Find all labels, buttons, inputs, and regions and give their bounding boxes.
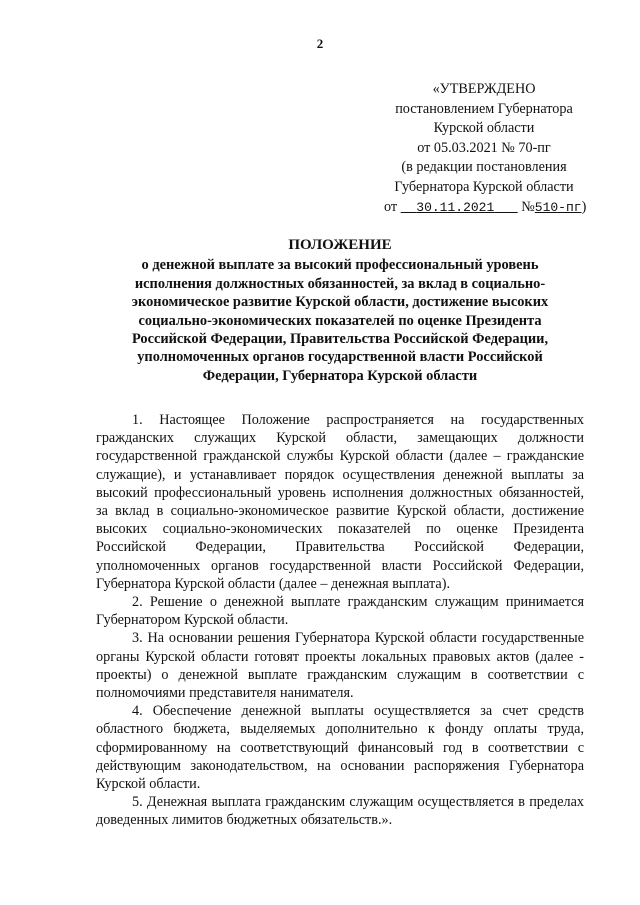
approval-line: (в редакции постановления	[401, 159, 567, 176]
document-heading: ПОЛОЖЕНИЕ	[288, 237, 392, 253]
document-body	[96, 411, 584, 830]
amendment-prefix: от	[384, 198, 398, 215]
paragraph-2: 2. Решение о денежной выплате гражданским служащим принимается Губернатором Курской области.	[96, 594, 584, 629]
subtitle-line: о денежной выплате за высокий профессиональный уровень	[141, 257, 539, 274]
amendment-suffix: )	[581, 198, 587, 215]
approval-line: постановлением Губернатора	[395, 100, 573, 117]
paragraph-1: 1. Настоящее Положение распространяется на государственных гражданских служащих Курской области, замещающих должности государственной гражданской службы Курской области (далее – гражданские служащие), и устанавливает порядок осуществления денежной выплаты за высокий профессиональный уровень исполнения должностных обязанностей, за вклад в социально-экономическое развитие Курской области, достижение высоких социально-экономических показателей по оценке Президента Российской Федерации, Правительства Российской Федерации, уполномоченных органов государственной власти Российской Федерации, Губернатора Курской области (далее – денежная выплата).	[96, 412, 584, 592]
subtitle-line: социально-экономических показателей по оценке Президента	[138, 312, 542, 329]
document-title-block	[96, 236, 584, 385]
amendment-number-sign: №	[521, 198, 535, 215]
approval-line: «УТВЕРЖДЕНО	[432, 81, 536, 97]
approval-stamp	[384, 80, 587, 217]
paragraph-3: 3. На основании решения Губернатора Курской области государственные органы Курской области готовят проекты локальных правовых актов (далее - проекты) о денежной выплате гражданским служащим в соответствии с полномочиями представителя нанимателя.	[96, 630, 584, 702]
page-number: 2	[316, 36, 324, 51]
amendment-line	[384, 198, 587, 218]
paragraph-4: 4. Обеспечение денежной выплаты осуществляется за счет средств областного бюджета, выделяемых дополнительно к фонду оплаты труда, сформированному на соответствующий финансовый год в соответствии с действующим законодательством, на основании распоряжения Губернатора Курской области.	[96, 703, 584, 793]
approval-line: от 05.03.2021 № 70-пг	[417, 139, 551, 156]
subtitle-line: исполнения должностных обязанностей, за вклад в социально-	[134, 275, 546, 292]
paragraph-5: 5. Денежная выплата гражданским служащим осуществляется в пределах доведенных лимитов бюджетных обязательств.».	[96, 794, 584, 829]
subtitle-line: Федерации, Губернатора Курской области	[202, 367, 478, 384]
subtitle-line: Российской Федерации, Правительства Российской Федерации,	[131, 331, 549, 348]
amendment-date: 30.11.2021	[416, 199, 495, 215]
approval-line: Губернатора Курской области	[394, 178, 574, 195]
subtitle-line: экономическое развитие Курской области, достижение высоких	[131, 294, 549, 311]
amendment-number: 510-пг	[534, 199, 582, 215]
subtitle-line: уполномоченных органов государственной власти Российской	[137, 349, 543, 366]
approval-line: Курской области	[433, 120, 535, 137]
